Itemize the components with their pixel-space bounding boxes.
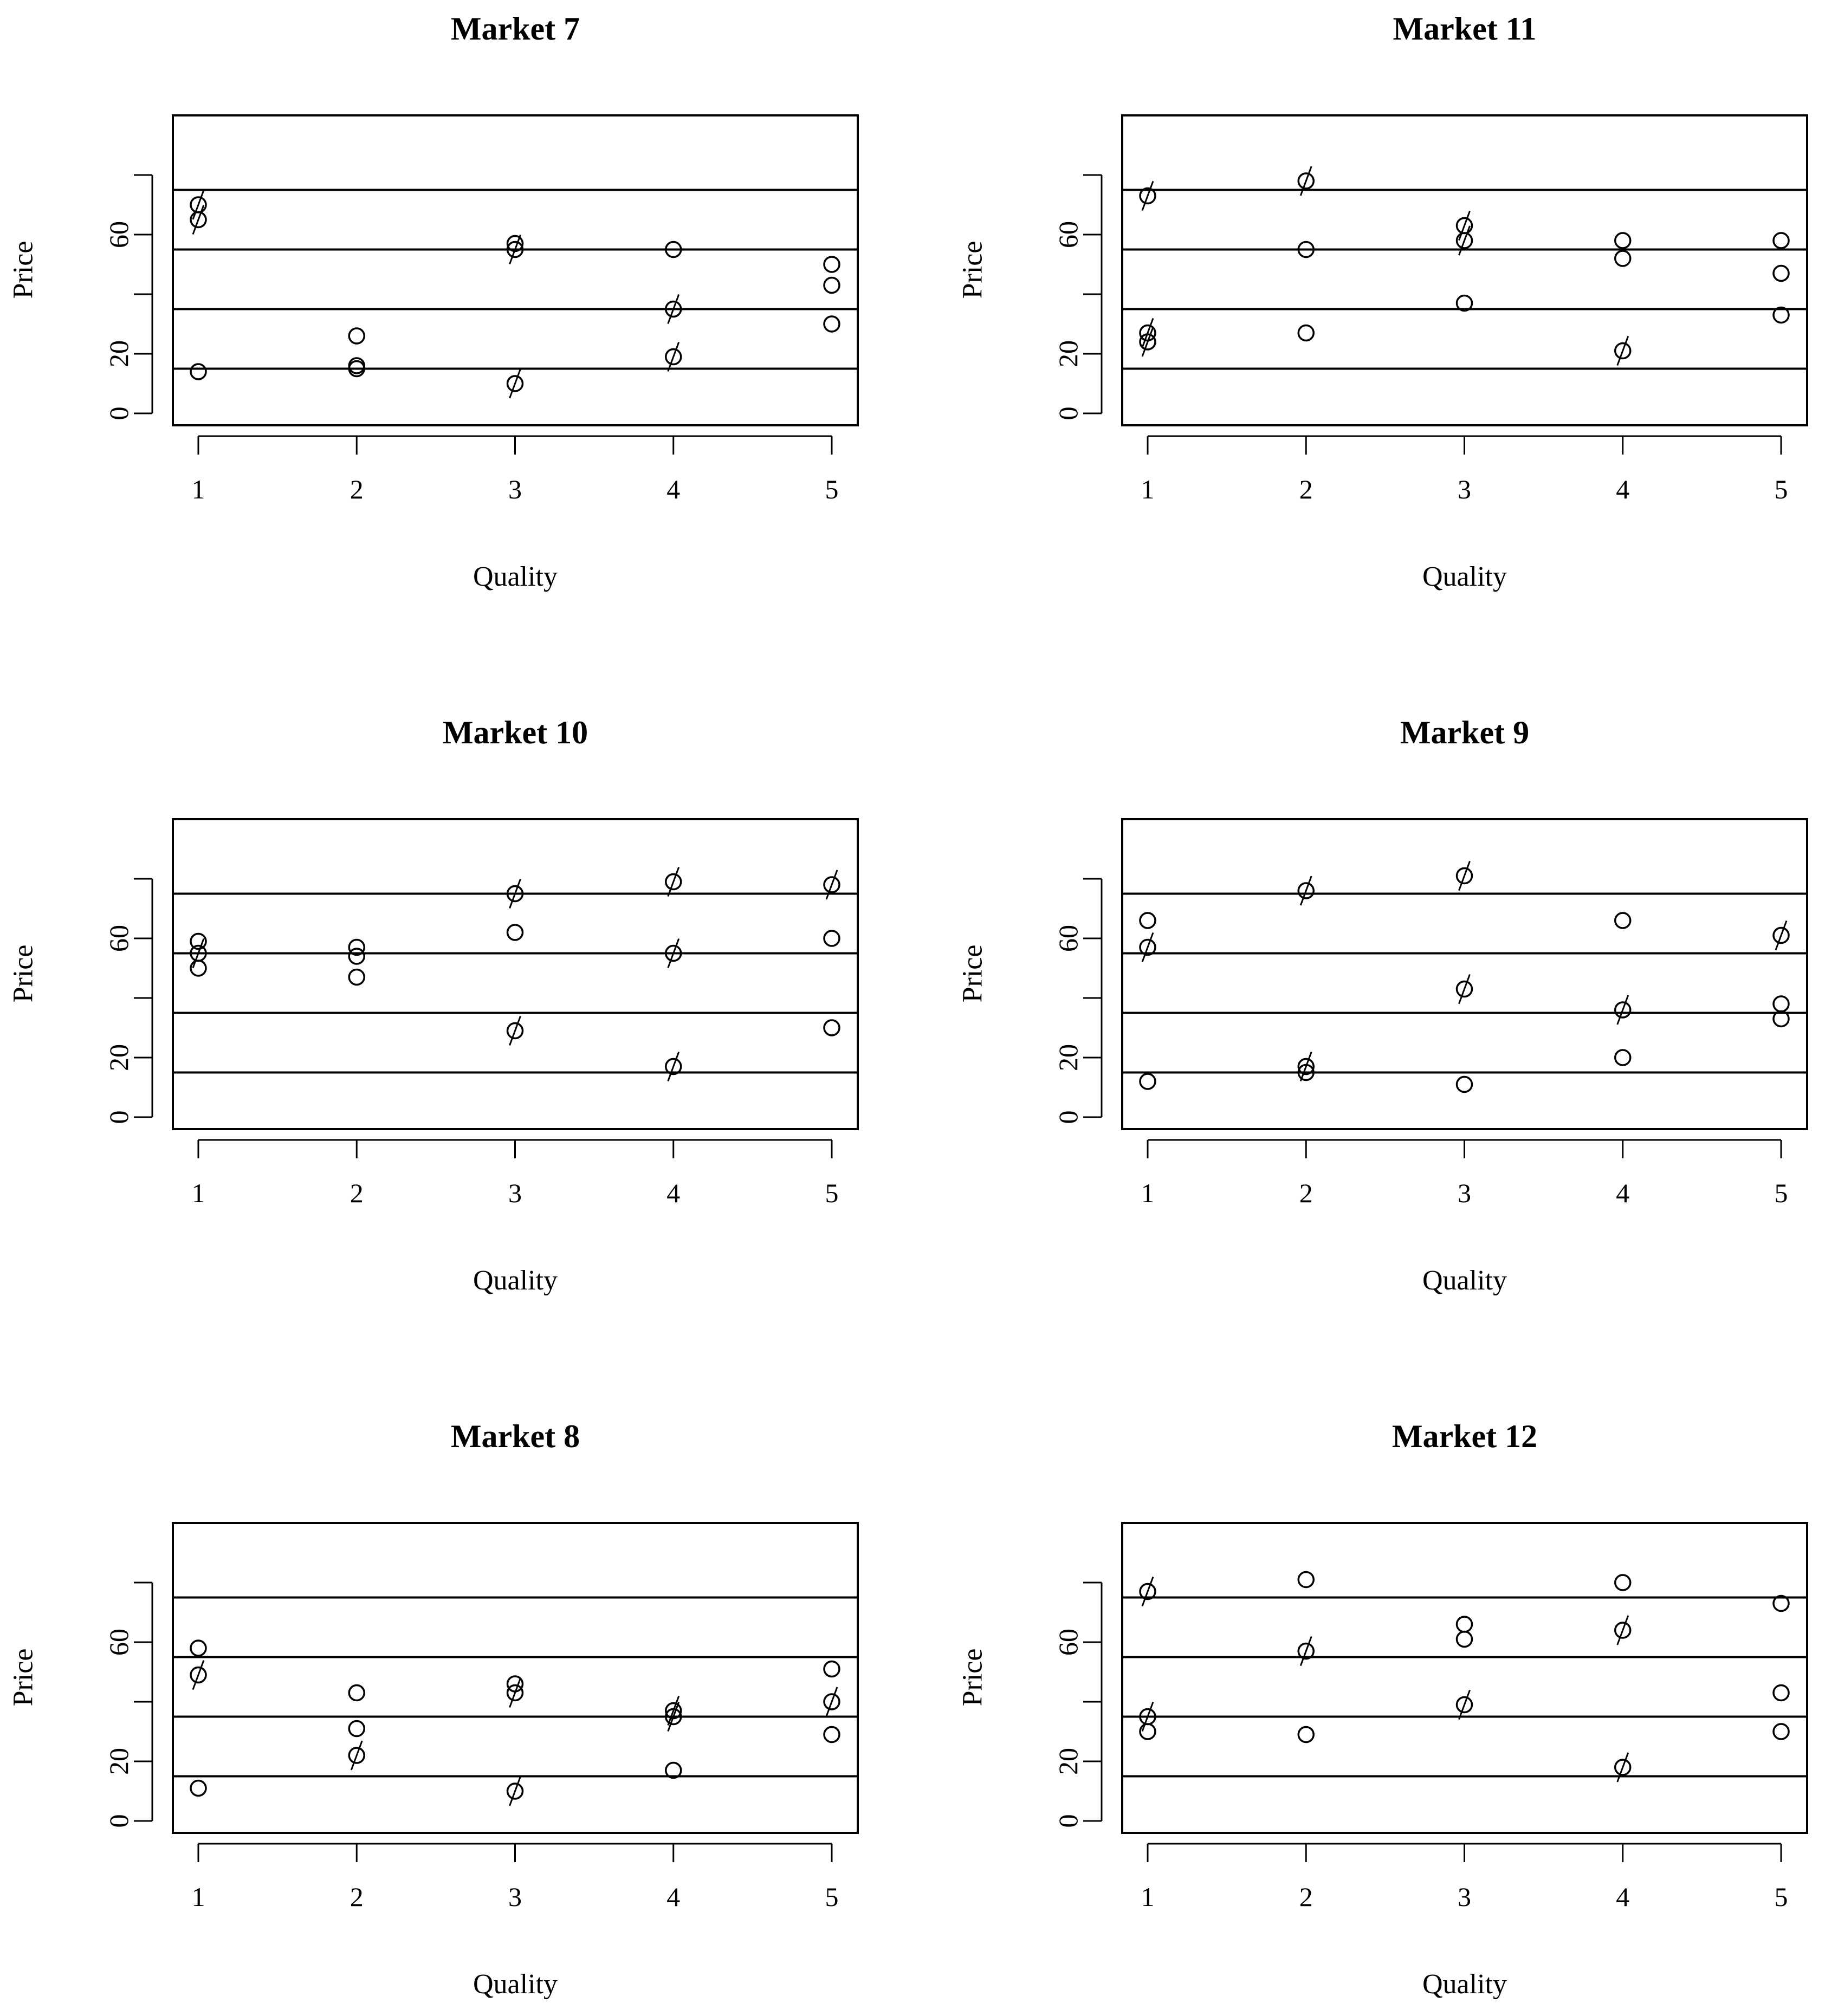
- data-point-slashed: [1140, 1577, 1155, 1606]
- panel-6: [957, 1418, 1808, 2000]
- x-tick-label: 2: [1299, 1178, 1313, 1208]
- data-point: [349, 1686, 364, 1701]
- data-point: [349, 328, 364, 343]
- y-axis-label: Price: [8, 1648, 39, 1707]
- plot-frame: [1122, 115, 1807, 425]
- x-tick-label: 3: [1458, 1178, 1471, 1208]
- x-axis-label: Quality: [473, 1265, 558, 1296]
- data-point-slashed: [508, 1016, 523, 1046]
- y-axis-label: Price: [957, 1648, 988, 1707]
- data-point: [1457, 1077, 1472, 1092]
- data-point: [1615, 233, 1630, 248]
- data-point: [508, 925, 523, 940]
- data-point: [1298, 1572, 1313, 1587]
- y-tick-label: 20: [1053, 1044, 1083, 1071]
- plot-frame: [173, 115, 858, 425]
- data-point: [1298, 1727, 1313, 1742]
- x-tick-label: 1: [1141, 1882, 1155, 1912]
- x-tick-label: 4: [1616, 1882, 1630, 1912]
- panel-2: [8, 715, 858, 1296]
- data-point-slashed: [666, 1052, 681, 1081]
- data-point-slashed: [508, 369, 523, 398]
- data-point-slashed: [1298, 166, 1313, 196]
- data-point: [824, 316, 839, 332]
- x-tick-label: 5: [1774, 1178, 1788, 1208]
- y-tick-label: 60: [103, 925, 134, 952]
- y-tick-label: 20: [1053, 340, 1083, 367]
- data-point: [191, 1641, 206, 1656]
- data-point: [824, 1662, 839, 1677]
- plot-frame: [1122, 1523, 1807, 1833]
- x-axis-label: Quality: [473, 1969, 558, 2000]
- data-point: [1774, 1686, 1789, 1701]
- x-tick-label: 4: [666, 1178, 681, 1208]
- panel-4: [957, 11, 1808, 592]
- y-tick-label: 60: [103, 221, 134, 248]
- data-point-slashed: [508, 1777, 523, 1806]
- data-point: [1774, 233, 1789, 248]
- data-point-slashed: [191, 1661, 206, 1690]
- x-tick-label: 3: [1458, 474, 1471, 504]
- x-tick-label: 5: [825, 1178, 839, 1208]
- data-point: [1140, 1724, 1155, 1739]
- x-tick-label: 3: [508, 1178, 522, 1208]
- data-point: [191, 1781, 206, 1796]
- x-tick-label: 5: [1774, 1882, 1788, 1912]
- y-tick-label: 0: [103, 1814, 134, 1828]
- data-point-slashed: [1457, 861, 1472, 891]
- x-axis-label: Quality: [1422, 1969, 1507, 2000]
- x-tick-label: 1: [191, 1882, 205, 1912]
- data-point-slashed: [1615, 336, 1630, 366]
- y-tick-label: 0: [1053, 1814, 1083, 1828]
- x-tick-label: 4: [666, 474, 681, 504]
- x-tick-label: 4: [666, 1882, 681, 1912]
- data-point: [1774, 266, 1789, 281]
- data-point-slashed: [1140, 933, 1155, 962]
- x-tick-label: 5: [825, 1882, 839, 1912]
- x-tick-label: 1: [191, 474, 205, 504]
- x-tick-label: 2: [350, 1882, 364, 1912]
- x-axis-label: Quality: [1422, 561, 1507, 592]
- y-tick-label: 60: [1053, 1629, 1083, 1656]
- data-point: [191, 364, 206, 379]
- chart-title: Market 8: [450, 1418, 580, 1454]
- x-tick-label: 1: [191, 1178, 205, 1208]
- data-point-slashed: [1615, 995, 1630, 1025]
- x-tick-label: 3: [508, 1882, 522, 1912]
- data-point-slashed: [1457, 1690, 1472, 1720]
- y-axis-label: Price: [8, 241, 39, 299]
- data-point-slashed: [666, 342, 681, 372]
- chart-title: Market 12: [1392, 1418, 1538, 1454]
- data-point: [349, 1721, 364, 1736]
- data-point: [1615, 1050, 1630, 1065]
- data-point-slashed: [666, 867, 681, 897]
- y-tick-label: 20: [1053, 1748, 1083, 1775]
- data-point: [1615, 913, 1630, 928]
- data-point: [1140, 1074, 1155, 1089]
- data-point-slashed: [1298, 1637, 1313, 1666]
- y-tick-label: 60: [1053, 221, 1083, 248]
- data-point: [824, 931, 839, 946]
- y-axis-label: Price: [8, 944, 39, 1003]
- data-point-slashed: [1140, 181, 1155, 211]
- data-point: [1615, 1575, 1630, 1590]
- y-tick-label: 20: [103, 1748, 134, 1775]
- x-tick-label: 3: [1458, 1882, 1471, 1912]
- y-axis-label: Price: [957, 944, 988, 1003]
- x-tick-label: 5: [1774, 474, 1788, 504]
- y-tick-label: 0: [1053, 406, 1083, 420]
- data-point-slashed: [1615, 1753, 1630, 1782]
- x-axis-label: Quality: [1422, 1265, 1507, 1296]
- y-tick-label: 20: [103, 1044, 134, 1071]
- x-tick-label: 1: [1141, 1178, 1155, 1208]
- x-tick-label: 4: [1616, 474, 1630, 504]
- y-axis-label: Price: [957, 241, 988, 299]
- plot-frame: [173, 819, 858, 1129]
- data-point-slashed: [508, 1678, 523, 1708]
- chart-title: Market 7: [450, 11, 580, 47]
- data-point: [824, 1727, 839, 1742]
- x-axis-label: Quality: [473, 561, 558, 592]
- data-point: [349, 970, 364, 985]
- data-point: [1140, 913, 1155, 928]
- panel-1: [8, 11, 858, 592]
- panel-5: [957, 715, 1808, 1296]
- data-point-slashed: [1774, 921, 1789, 950]
- chart-title: Market 11: [1393, 11, 1537, 47]
- data-point-slashed: [349, 1741, 364, 1770]
- y-tick-label: 0: [103, 406, 134, 420]
- data-point-slashed: [824, 1687, 839, 1716]
- plot-frame: [1122, 819, 1807, 1129]
- data-point: [1457, 1632, 1472, 1647]
- x-tick-label: 5: [825, 474, 839, 504]
- data-point: [1298, 326, 1313, 341]
- x-tick-label: 2: [350, 474, 364, 504]
- data-point-slashed: [1457, 975, 1472, 1004]
- data-point-slashed: [1298, 876, 1313, 905]
- data-point: [824, 278, 839, 293]
- data-point: [1615, 251, 1630, 266]
- data-point: [824, 257, 839, 272]
- x-tick-label: 2: [1299, 474, 1313, 504]
- y-tick-label: 60: [1053, 925, 1083, 952]
- data-point: [191, 961, 206, 976]
- panel-3: [8, 1418, 858, 2000]
- data-point: [1774, 1724, 1789, 1739]
- x-tick-label: 1: [1141, 474, 1155, 504]
- y-tick-label: 60: [103, 1629, 134, 1656]
- chart-title: Market 10: [442, 715, 588, 750]
- chart-title: Market 9: [1400, 715, 1530, 750]
- data-point: [1457, 1617, 1472, 1632]
- y-tick-label: 20: [103, 340, 134, 367]
- y-tick-label: 0: [103, 1110, 134, 1124]
- y-tick-label: 0: [1053, 1110, 1083, 1124]
- data-point-slashed: [824, 870, 839, 899]
- data-point: [349, 949, 364, 964]
- data-point: [824, 1020, 839, 1035]
- data-point: [1774, 996, 1789, 1012]
- x-tick-label: 2: [350, 1178, 364, 1208]
- x-tick-label: 2: [1299, 1882, 1313, 1912]
- data-point-slashed: [1615, 1616, 1630, 1645]
- x-tick-label: 3: [508, 474, 522, 504]
- x-tick-label: 4: [1616, 1178, 1630, 1208]
- plot-frame: [173, 1523, 858, 1833]
